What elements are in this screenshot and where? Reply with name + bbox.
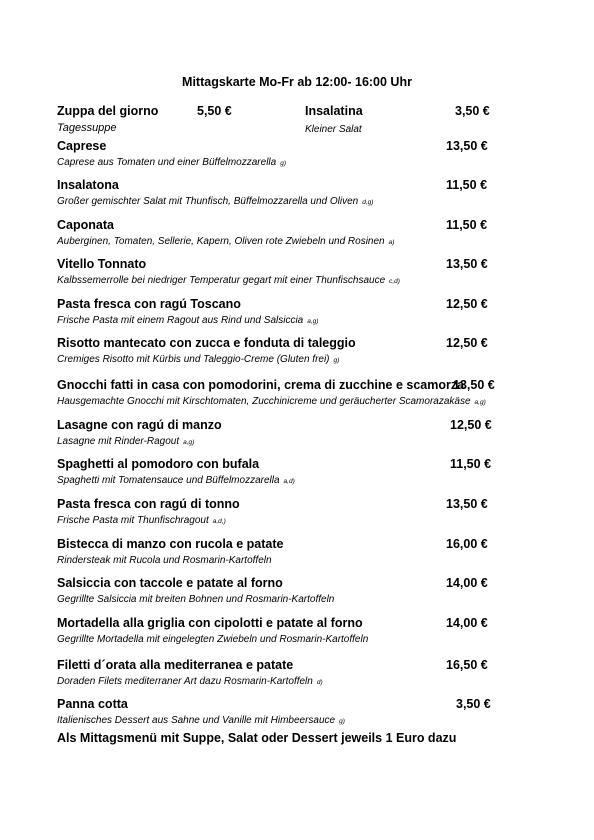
item-description-text: Frische Pasta mit einem Ragout aus Rind und Salsiccia (57, 315, 304, 326)
item-allergens: g) (339, 718, 345, 725)
item-description (57, 436, 194, 447)
menu-item (57, 218, 494, 247)
item-description (57, 275, 400, 286)
zuppa-desc: Tagessuppe (57, 122, 117, 134)
item-description-text: Frische Pasta mit Thunfischragout (57, 515, 209, 526)
item-allergens: a,g) (474, 399, 486, 406)
item-description-text: Rindersteak mit Rucola und Rosmarin-Kartoffeln (57, 555, 272, 566)
item-allergens: c,d) (389, 278, 400, 285)
menu-item (57, 297, 494, 326)
item-description (57, 196, 373, 207)
footer-note: Als Mittagsmenü mit Suppe, Salat oder Dessert jeweils 1 Euro dazu (57, 731, 457, 745)
item-name: Vitello Tonnato (57, 257, 147, 271)
menu-item (57, 497, 494, 526)
item-name: Gnocchi fatti in casa con pomodorini, crema di zucchine e scamorza (57, 378, 465, 392)
item-description-text: Italienisches Dessert aus Sahne und Vanille mit Himbeersauce (57, 715, 336, 726)
item-description (57, 315, 318, 326)
item-description-text: Hausgemachte Gnocchi mit Kirschtomaten, Zucchinicreme und geräucherter Scamorazakäse (57, 396, 471, 407)
item-allergens: g) (280, 160, 286, 167)
item-description-text: Großer gemischter Salat mit Thunfisch, Büffelmozzarella und Oliven (57, 196, 359, 207)
menu-item (57, 537, 494, 566)
item-description (57, 676, 323, 687)
item-description (57, 715, 345, 726)
menu-item (57, 139, 494, 168)
insalatina-name: Insalatina (305, 104, 363, 118)
item-description-text: Gegrillte Salsiccia mit breiten Bohnen und Rosmarin-Kartoffeln (57, 594, 335, 605)
item-allergens: a,d) (283, 478, 295, 485)
menu-item (57, 576, 494, 605)
item-price: 11,50 € (446, 218, 488, 232)
item-name: Spaghetti al pomodoro con bufala (57, 457, 260, 471)
item-description (57, 634, 372, 645)
item-allergens: g) (333, 357, 340, 364)
item-name: Panna cotta (57, 697, 128, 711)
menu-item (57, 658, 494, 687)
zuppa-name: Zuppa del giorno (57, 104, 159, 118)
item-price: 14,00 € (446, 576, 488, 590)
item-allergens: a,g) (183, 439, 195, 446)
item-allergens: d) (316, 679, 323, 686)
item-allergens: a,g) (307, 318, 319, 325)
item-description (57, 515, 226, 526)
item-name: Pasta fresca con ragú Toscano (57, 297, 241, 311)
item-allergens: d,g) (362, 199, 374, 206)
item-name: Salsiccia con taccole e patate al forno (57, 576, 283, 590)
menu-item (57, 616, 494, 645)
item-name: Filetti d´orata alla mediterranea e patate (57, 658, 294, 672)
item-price: 12,50 € (446, 336, 488, 350)
item-price: 13,50 € (453, 378, 495, 392)
item-description (57, 475, 295, 486)
menu-item (57, 257, 494, 286)
insalatina-price: 3,50 € (455, 104, 490, 118)
item-allergens: a) (388, 239, 395, 246)
item-description-text: Cremiges Risotto mit Kürbis und Taleggio-Creme (Gluten frei) (57, 354, 330, 365)
menu-item (57, 418, 494, 447)
menu-item (57, 457, 494, 486)
item-description (57, 396, 486, 407)
item-name: Mortadella alla griglia con cipolotti e patate al forno (57, 616, 363, 630)
item-description-text: Kalbssemerrolle bei niedriger Temperatur gegart mit einer Thunfischsauce (57, 275, 386, 286)
zuppa-price: 5,50 € (197, 104, 232, 118)
item-name: Caprese (57, 139, 107, 153)
item-description-text: Auberginen, Tomaten, Sellerie, Kapern, Oliven rote Zwiebeln und Rosinen (57, 236, 385, 247)
item-description (57, 555, 276, 566)
item-name: Bistecca di manzo con rucola e patate (57, 537, 284, 551)
menu-item (57, 378, 495, 407)
item-description (57, 594, 338, 605)
item-price: 14,00 € (446, 616, 488, 630)
item-price: 13,50 € (446, 497, 488, 511)
item-price: 11,50 € (450, 457, 492, 471)
item-description-text: Gegrillte Mortadella mit eingelegten Zwiebeln und Rosmarin-Kartoffeln (57, 634, 369, 645)
item-price: 13,50 € (446, 139, 488, 153)
item-name: Caponata (57, 218, 114, 232)
page-title: Mittagskarte Mo-Fr ab 12:00- 16:00 Uhr (182, 75, 412, 89)
item-price: 11,50 € (446, 178, 488, 192)
item-price: 12,50 € (446, 297, 488, 311)
menu-item (57, 178, 494, 207)
insalatina-desc: Kleiner Salat (305, 124, 362, 135)
item-description-text: Spaghetti mit Tomatensauce und Büffelmozzarella (57, 475, 280, 486)
item-description-text: Doraden Filets mediterraner Art dazu Rosmarin-Kartoffeln (57, 676, 313, 687)
item-name: Lasagne con ragú di manzo (57, 418, 222, 432)
item-price: 13,50 € (446, 257, 488, 271)
menu-item (57, 697, 494, 726)
item-name: Pasta fresca con ragú di tonno (57, 497, 240, 511)
item-description-text: Lasagne mit Rinder-Ragout (57, 436, 180, 447)
item-name: Insalatona (57, 178, 119, 192)
item-description-text: Caprese aus Tomaten und einer Büffelmozzarella (57, 157, 277, 168)
item-description (57, 157, 286, 168)
item-description (57, 354, 339, 365)
item-description (57, 236, 394, 247)
menu-item (57, 336, 494, 365)
item-price: 16,50 € (446, 658, 488, 672)
item-name: Risotto mantecato con zucca e fonduta di taleggio (57, 336, 356, 350)
item-allergens: a,d,) (212, 518, 226, 525)
item-price: 3,50 € (456, 697, 491, 711)
item-price: 12,50 € (450, 418, 492, 432)
item-price: 16,00 € (446, 537, 488, 551)
